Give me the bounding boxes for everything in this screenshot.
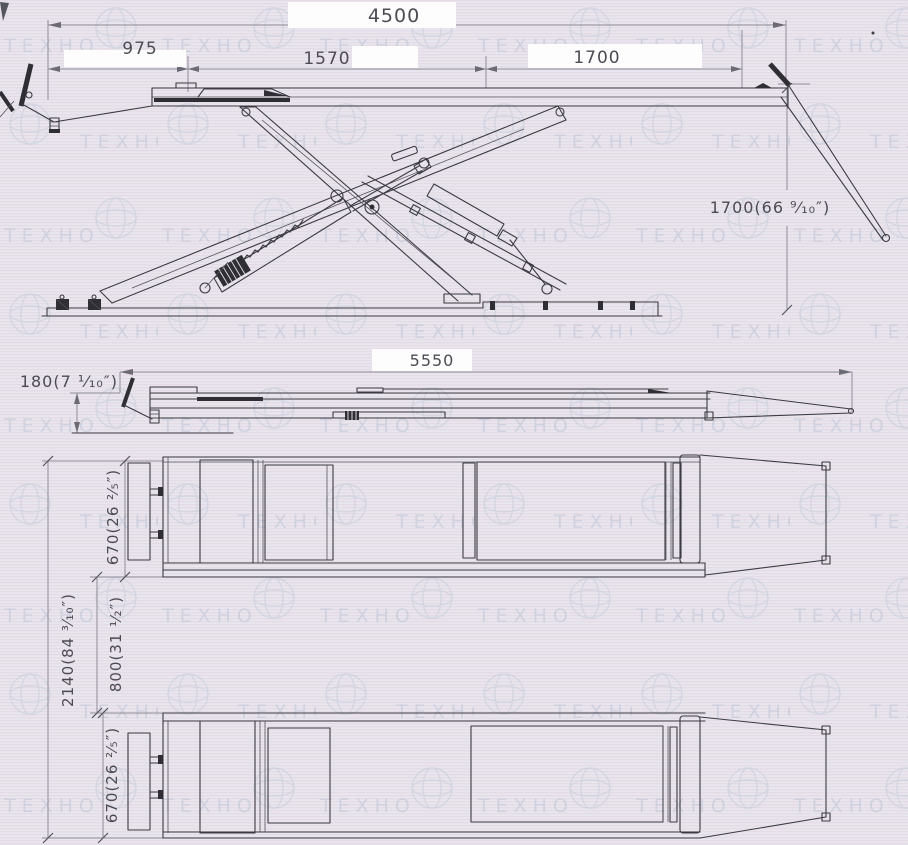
dim-1570-label: 1570 <box>303 49 351 69</box>
dim-lower-width-label: 670(26 ²⁄₅″) <box>103 726 121 824</box>
dim-upper-width-label: 670(26 ²⁄₅″) <box>104 468 122 566</box>
dim-1700-label: 1700 <box>573 48 621 68</box>
dim-overall-width-label: 2140(84 ³⁄₁₀″) <box>59 593 77 707</box>
dim-track-gap-label: 800(31 ¹⁄₂″) <box>107 595 125 693</box>
dim-4500-label: 4500 <box>367 5 421 27</box>
whiteout-patch <box>352 46 418 68</box>
dim-5550-label: 5550 <box>409 351 455 370</box>
dim-975-label: 975 <box>122 39 158 59</box>
dim-raised-height-label: 1700(66 ⁹⁄₁₀″) <box>709 198 831 217</box>
dim-lowered-height-label: 180(7 ¹⁄₁₀″) <box>19 372 118 391</box>
